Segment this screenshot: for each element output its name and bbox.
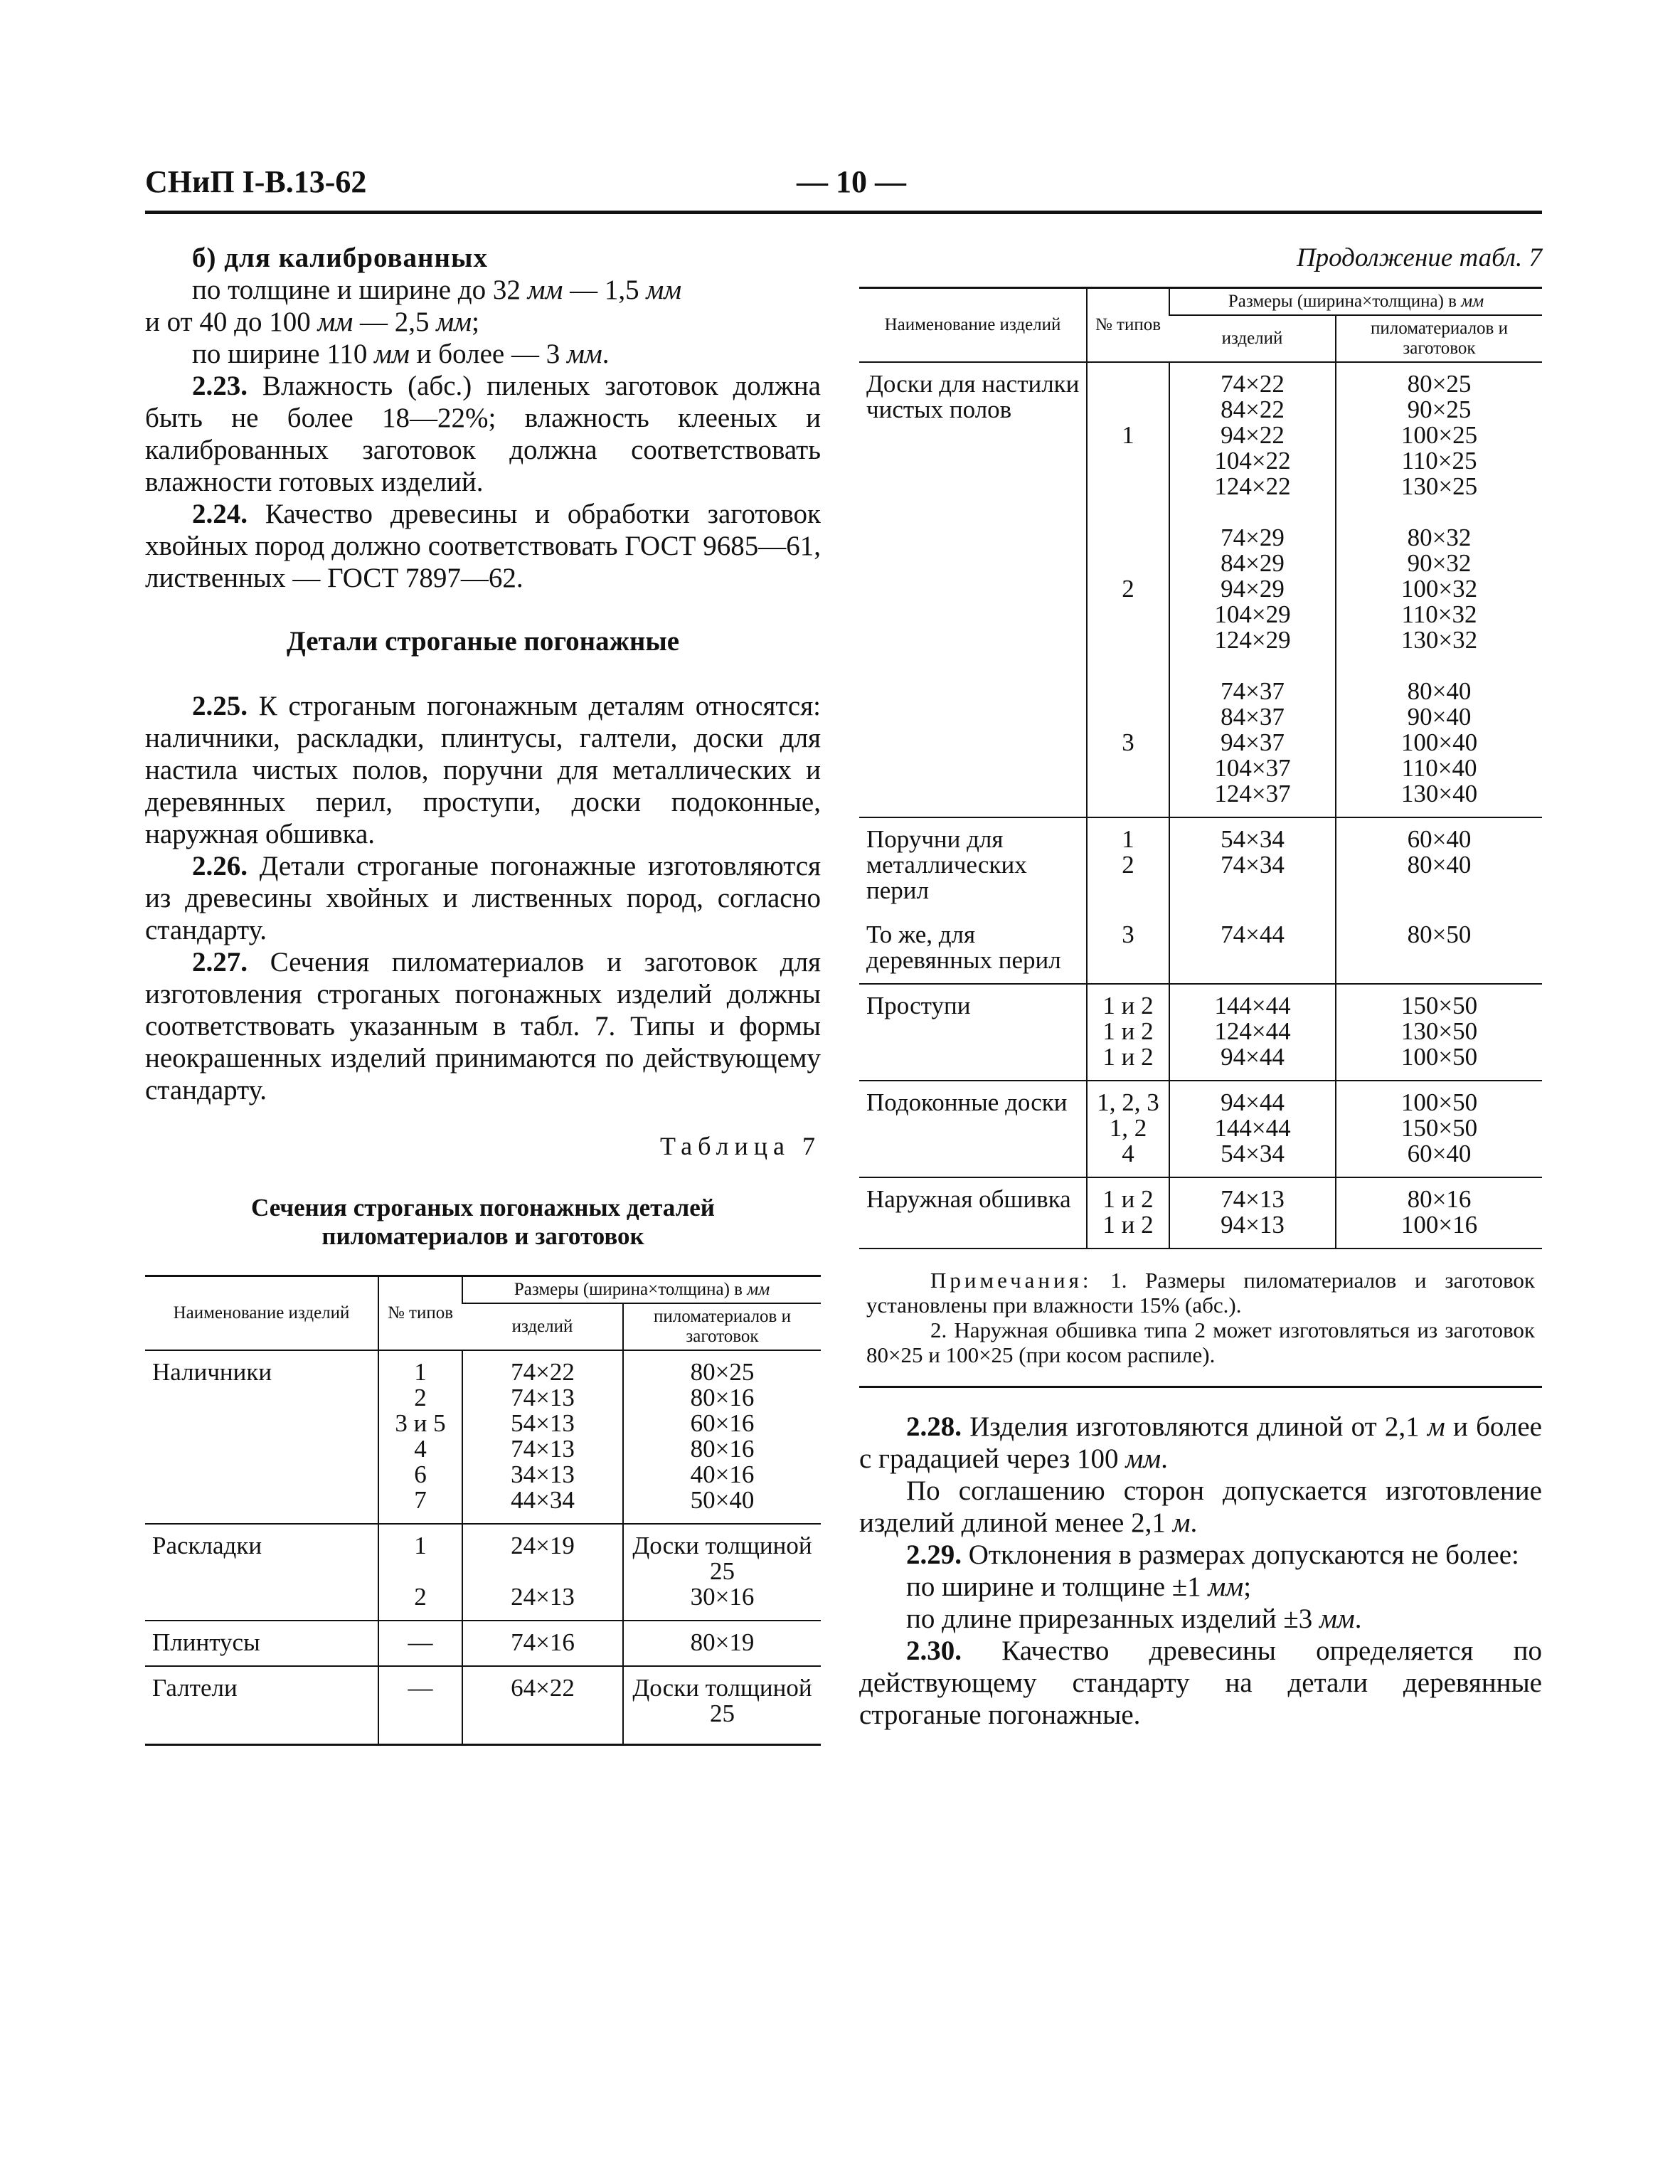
row-lumber: 80×16 100×16	[1336, 1177, 1542, 1248]
header-items: изделий	[1169, 315, 1336, 362]
row-types: —	[378, 1666, 462, 1745]
table-row	[145, 1524, 821, 1621]
row-types: 3	[1087, 913, 1169, 984]
row-items: 54×34 74×34	[1169, 817, 1336, 913]
table-row	[145, 1350, 821, 1524]
row-lumber: 150×50 130×50 100×50	[1336, 984, 1542, 1081]
row-types: 1, 2, 3 1, 2 4	[1087, 1081, 1169, 1177]
header-items: изделий	[462, 1303, 623, 1350]
row-items: 74×22 84×22 94×22 104×22 124×22 74×29 84×29 94×29 104×29 124×29 74×37 84×37 94×37 104×37 124×37	[1169, 362, 1336, 817]
row-items: 74×44	[1169, 913, 1336, 984]
row-lumber: Доски толщиной 25 30×16	[623, 1524, 821, 1621]
table-notes	[859, 1248, 1542, 1388]
note-1: 1. Размеры пиломатериалов и заготовок установлены при влажности 15% (абс.).	[866, 1268, 1535, 1318]
header-sizes: Размеры (ширина×толщина) в мм	[462, 1276, 821, 1304]
header-types: № типов	[1087, 288, 1169, 363]
table-row	[859, 362, 1542, 817]
row-name: Наличники	[145, 1350, 378, 1524]
row-lumber: Доски толщиной 25	[623, 1666, 821, 1745]
table-7-left	[145, 1275, 821, 1746]
table-title: Сечения строганых погонажных деталей пиломатериалов и заготовок	[251, 1194, 715, 1250]
row-lumber: 60×40 80×40	[1336, 817, 1542, 913]
table-label: Таблица 7	[660, 1132, 821, 1160]
item-b-line-2: и от 40 до 100 мм — 2,5 мм;	[145, 307, 479, 337]
paragraph-2-29: 2.29. Отклонения в размерах допускаются не более:	[906, 1539, 1519, 1570]
header-rule	[145, 211, 1542, 214]
table-row	[859, 984, 1542, 1081]
paragraph-2-23: 2.23. Влажность (абс.) пиленых заготовок должна быть не более 18—22%; влажность клееных и калиброванных заготовок должна соответствовать влажности готовых изделий.	[145, 371, 821, 497]
row-types: 1 2 3 и 5 4 6 7	[378, 1350, 462, 1524]
row-types: 1 2 3	[1087, 362, 1169, 817]
row-items: 94×44 144×44 54×34	[1169, 1081, 1336, 1177]
row-items: 64×22	[462, 1666, 623, 1745]
right-column	[859, 242, 1542, 1731]
row-name: Подоконные доски	[859, 1081, 1087, 1177]
row-types: —	[378, 1621, 462, 1666]
header-sizes: Размеры (ширина×толщина) в мм	[1169, 288, 1542, 316]
row-name: Проступи	[859, 984, 1087, 1081]
row-items: 24×19 24×13	[462, 1524, 623, 1621]
row-types: 1 и 2 1 и 2 1 и 2	[1087, 984, 1169, 1081]
row-name: Плинтусы	[145, 1621, 378, 1666]
header-lumber: пиломатериалов и заготовок	[1336, 315, 1542, 362]
row-lumber: 80×25 90×25 100×25 110×25 130×25 80×32 90×32 100×32 110×32 130×32 80×40 90×40 100×40 110×40 130×40	[1336, 362, 1542, 817]
item-b-line-1: по толщине и ширине до 32 мм — 1,5 мм	[192, 275, 682, 305]
row-items: 74×22 74×13 54×13 74×13 34×13 44×34	[462, 1350, 623, 1524]
table-row	[859, 1177, 1542, 1248]
header-name: Наименование изделий	[145, 1276, 378, 1351]
table-row	[859, 913, 1542, 984]
row-items: 74×13 94×13	[1169, 1177, 1336, 1248]
row-types: 1 2	[378, 1524, 462, 1621]
header-name: Наименование изделий	[859, 288, 1087, 363]
row-name: Наружная обшивка	[859, 1177, 1087, 1248]
row-name: То же, для деревянных перил	[866, 921, 1061, 974]
row-lumber: 100×50 150×50 60×40	[1336, 1081, 1542, 1177]
row-lumber: 80×50	[1336, 913, 1542, 984]
row-name: Галтели	[145, 1666, 378, 1745]
paragraph-2-28: 2.28. Изделия изготовляются длиной от 2,1 м и более с градацией через 100 мм.	[859, 1411, 1542, 1474]
table-row	[859, 817, 1542, 913]
table-7-right	[859, 287, 1542, 1248]
table-row	[145, 1666, 821, 1745]
paragraph-2-30: 2.30. Качество древесины определяется по действующему стандарту на детали деревянные строганые погонажные.	[859, 1636, 1542, 1730]
item-b-label: б) для калиброванных	[192, 243, 488, 273]
row-items: 74×16	[462, 1621, 623, 1666]
paragraph-2-24: 2.24. Качество древесины и обработки заготовок хвойных пород должно соответствовать ГОСТ 9685—61, лиственных — ГОСТ 7897—62.	[145, 499, 821, 593]
row-items: 144×44 124×44 94×44	[1169, 984, 1336, 1081]
row-lumber: 80×19	[623, 1621, 821, 1666]
page-number: — 10 —	[797, 164, 906, 199]
paragraph-2-27: 2.27. Сечения пиломатериалов и заготовок для изготовления строганых погонажных изделий должны соответствовать указанным в табл. 7. Типы и формы неокрашенных изделий принимаются по действующему стандарту.	[145, 947, 821, 1106]
paragraph-2-29-line-1: по ширине и толщине ±1 мм;	[906, 1571, 1252, 1602]
paragraph-2-29-line-2: по длине прирезанных изделий ±3 мм.	[906, 1603, 1362, 1634]
table-row	[145, 1621, 821, 1666]
continuation-label: Продолжение табл. 7	[1296, 243, 1542, 272]
notes-label: Примечания:	[930, 1268, 1092, 1293]
paragraph-2-26: 2.26. Детали строганые погонажные изготовляются из древесины хвойных и лиственных пород, согласно стандарту.	[145, 851, 821, 945]
section-title: Детали строганые погонажные	[286, 626, 680, 657]
row-name: Поручни для металлических перил	[859, 817, 1087, 913]
header-types: № типов	[378, 1276, 462, 1351]
row-name: Доски для настилки чистых полов	[859, 362, 1087, 817]
header-lumber: пиломатериалов и заготовок	[623, 1303, 821, 1350]
table-row	[859, 1081, 1542, 1177]
row-name: Раскладки	[145, 1524, 378, 1621]
item-b-line-3: по ширине 110 мм и более — 3 мм.	[192, 339, 610, 369]
note-2: 2. Наружная обшивка типа 2 может изготовляться из заготовок 80×25 и 100×25 (при косом распиле).	[866, 1318, 1535, 1367]
row-types: 1 и 2 1 и 2	[1087, 1177, 1169, 1248]
left-column	[145, 242, 821, 1746]
row-types: 1 2	[1087, 817, 1169, 913]
row-lumber: 80×25 80×16 60×16 80×16 40×16 50×40	[623, 1350, 821, 1524]
paragraph-2-28-agreement: По соглашению сторон допускается изготовление изделий длиной менее 2,1 м.	[859, 1475, 1542, 1538]
document-code: СНиП I-В.13-62	[145, 164, 367, 199]
paragraph-2-25: 2.25. К строганым погонажным деталям относятся: наличники, раскладки, плинтусы, галтели, доски для настила чистых полов, поручни для металлических и деревянных перил, проступи, доски подоконные, наружная обшивка.	[145, 691, 821, 849]
